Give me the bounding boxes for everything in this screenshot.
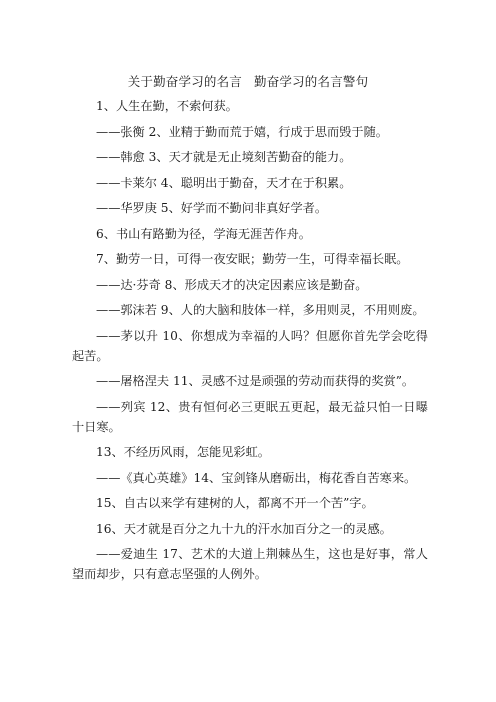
paragraph-10: ——茅以升 10、你想成为幸福的人吗？但愿你首先学会吃得起苦。	[72, 328, 428, 363]
document-title	[0, 73, 496, 91]
paragraph-12: ——列宾 12、贵有恒何必三更眠五更起，最无益只怕一日曝十日寒。	[72, 399, 428, 434]
document-body	[72, 96, 428, 590]
paragraph-1: 1、人生在勤，不索何获。	[96, 99, 238, 113]
paragraph-16: 16、天才就是百分之九十九的汗水加百分之一的灵感。	[96, 521, 392, 536]
paragraph-14: ——《真心英雄》14、宝剑锋从磨砺出，梅花香自苦寒来。	[96, 470, 417, 485]
paragraph-15: 15、自古以来学有建树的人，都离不开一个苦”字。	[96, 496, 374, 510]
paragraph-8: ——达·芬奇 8、形成天才的决定因素应该是勤奋。	[96, 277, 368, 292]
paragraph-5: ——华罗庚 5、好学而不勤问非真好学者。	[96, 201, 328, 215]
title-main: 关于勤奋学习的名言	[127, 74, 242, 89]
paragraph-2: ——张衡 2、业精于勤而荒于嬉，行成于思而毁于随。	[96, 124, 388, 139]
paragraph-9: ——郭沫若 9、人的大脑和肢体一样，多用则灵，不用则废。	[96, 303, 425, 317]
paragraph-7: 7、勤劳一日，可得一夜安眠；勤劳一生，可得幸福长眠。	[96, 252, 409, 266]
paragraph-11: ——屠格涅夫 11、灵感不过是顽强的劳动而获得的奖赏”。	[96, 374, 415, 388]
paragraph-6: 6、书山有路勤为径，学海无涯苦作舟。	[96, 226, 311, 241]
paragraph-3: ——韩愈 3、天才就是无止境刻苦勤奋的能力。	[96, 150, 352, 164]
title-subtitle: 勤奋学习的名言警句	[254, 74, 369, 89]
paragraph-4: ——卡莱尔 4、聪明出于勤奋，天才在于积累。	[96, 175, 352, 190]
paragraph-17: ——爱迪生 17、艺术的大道上荆棘丛生，这也是好事，常人望而却步，只有意志坚强的人例外。	[72, 547, 428, 581]
paragraph-13: 13、不经历风雨，怎能见彩虹。	[96, 445, 270, 459]
